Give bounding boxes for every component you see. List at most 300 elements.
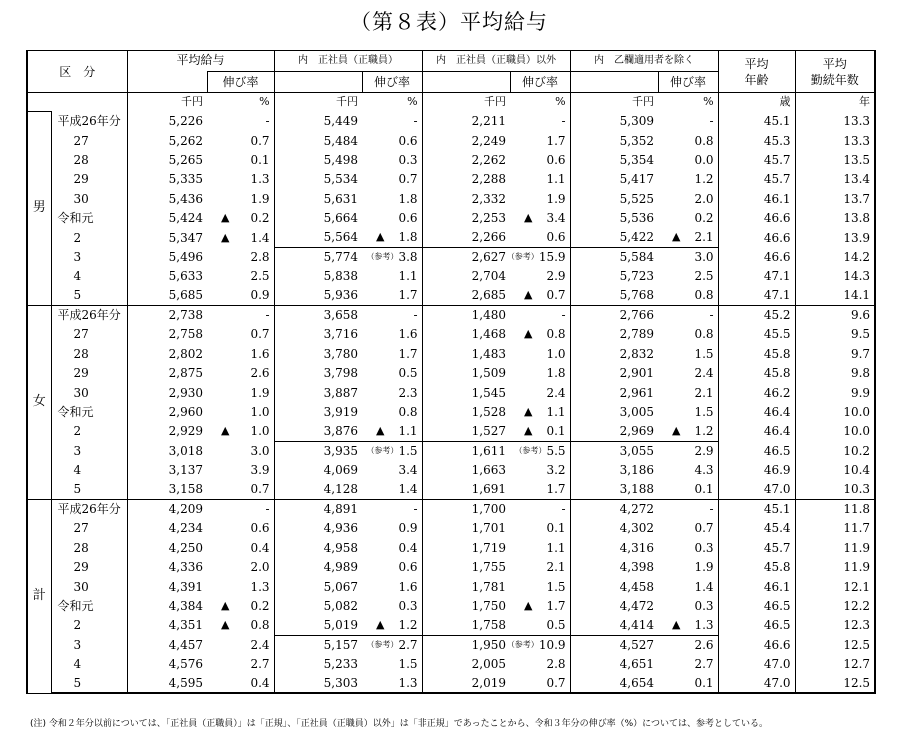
growth-value: 1.6 xyxy=(398,327,418,342)
table-row xyxy=(27,519,875,538)
growth-value: 2.7 xyxy=(398,637,418,652)
salary-table xyxy=(26,50,876,694)
growth-wrap xyxy=(362,345,422,363)
growth-b-cell xyxy=(362,635,422,654)
growth-wrap xyxy=(207,151,274,169)
growth-value: 5.5 xyxy=(546,444,566,459)
value-c-cell: 1,950 xyxy=(471,637,507,652)
growth-wrap xyxy=(510,190,570,208)
growth-value: 0.3 xyxy=(398,598,418,613)
table-row xyxy=(27,383,875,402)
negative-marker: ▲ xyxy=(524,424,533,438)
value-a-cell: 5,335 xyxy=(168,172,204,187)
growth-c-cell xyxy=(510,286,570,305)
avg-age-cell: 46.4 xyxy=(718,402,795,421)
growth-b-cell xyxy=(362,557,422,576)
table-row xyxy=(27,441,875,460)
growth-wrap xyxy=(658,578,718,596)
table-row xyxy=(27,208,875,227)
growth-wrap xyxy=(207,578,274,596)
growth-wrap xyxy=(658,442,718,460)
growth-wrap xyxy=(510,209,570,227)
value-a-cell: 3,158 xyxy=(168,482,204,497)
growth-value: 4.3 xyxy=(694,463,714,478)
avg-service-cell: 12.1 xyxy=(795,577,875,596)
growth-value: 0.6 xyxy=(398,133,418,148)
growth-d-cell xyxy=(658,674,718,693)
table-row xyxy=(27,674,875,693)
year-label: 2 xyxy=(51,616,127,635)
growth-wrap xyxy=(207,636,274,654)
table-row xyxy=(27,112,875,131)
avg-service-cell: 14.2 xyxy=(795,247,875,266)
value-b-cell: 5,564 xyxy=(274,228,362,247)
growth-value: 0.6 xyxy=(250,521,270,536)
growth-wrap xyxy=(658,422,718,440)
value-b-cell: 5,157 xyxy=(323,637,359,652)
growth-value: 1.6 xyxy=(398,579,418,594)
growth-a-cell xyxy=(207,112,274,131)
value-b-cell: 5,838 xyxy=(323,269,359,284)
table-row xyxy=(27,577,875,596)
page-title: （第８表）平均給与 xyxy=(350,10,548,34)
growth-wrap xyxy=(207,325,274,343)
value-a-cell: 2,929 xyxy=(168,424,204,439)
growth-value: - xyxy=(413,502,418,517)
value-d-cell: 4,414 xyxy=(570,616,658,635)
growth-value: 1.9 xyxy=(694,560,714,575)
growth-a-cell xyxy=(207,499,274,518)
value-c-cell: 2,627 xyxy=(471,250,507,265)
growth-wrap xyxy=(658,480,718,498)
growth-value: 1.5 xyxy=(398,444,418,459)
table-row xyxy=(27,131,875,150)
year-label: 2 xyxy=(51,422,127,441)
table-row xyxy=(27,364,875,383)
growth-value: 0.2 xyxy=(250,598,270,613)
value-d-cell: 3,055 xyxy=(619,444,655,459)
growth-value: 0.3 xyxy=(694,540,714,555)
growth-value: 0.8 xyxy=(546,327,566,342)
value-a-cell: 4,457 xyxy=(168,637,204,652)
avg-service-cell: 11.7 xyxy=(795,519,875,538)
growth-value: 3.4 xyxy=(546,211,566,226)
value-b-cell: 5,936 xyxy=(323,288,359,303)
avg-age-cell: 46.1 xyxy=(718,189,795,208)
growth-value: - xyxy=(265,114,270,129)
unit-cell: % xyxy=(207,93,274,112)
growth-value: 0.8 xyxy=(694,288,714,303)
growth-wrap xyxy=(510,364,570,382)
growth-value: 2.0 xyxy=(694,191,714,206)
value-b-cell: 3,935 xyxy=(323,444,359,459)
value-a-cell: 4,391 xyxy=(168,579,204,594)
growth-wrap xyxy=(207,461,274,479)
growth-value: - xyxy=(265,502,270,517)
value-d-cell: 4,472 xyxy=(619,598,655,613)
value-c-cell: 2,266 xyxy=(422,228,510,247)
growth-a-cell xyxy=(207,674,274,693)
avg-service-cell: 13.5 xyxy=(795,150,875,169)
avg-age-cell: 45.8 xyxy=(718,364,795,383)
growth-c-cell xyxy=(510,616,570,635)
group-label: 男 xyxy=(27,112,51,306)
growth-wrap xyxy=(207,539,274,557)
value-b-cell: 3,798 xyxy=(323,366,359,381)
growth-a-cell xyxy=(207,616,274,635)
growth-value: 0.0 xyxy=(694,152,714,167)
avg-service-cell: 12.2 xyxy=(795,596,875,615)
year-label: 平成26年分 xyxy=(51,499,127,518)
value-b-cell: 4,891 xyxy=(274,499,362,518)
reference-marker: （参考） xyxy=(506,252,539,262)
value-d-cell: 5,354 xyxy=(619,152,655,167)
growth-a-cell xyxy=(207,170,274,189)
growth-value: 1.3 xyxy=(250,172,270,187)
growth-c-cell xyxy=(510,557,570,576)
growth-wrap xyxy=(658,209,718,227)
growth-d-cell xyxy=(658,228,718,247)
growth-c-cell xyxy=(510,189,570,208)
value-c-cell: 2,262 xyxy=(471,152,507,167)
growth-wrap xyxy=(510,151,570,169)
unit-cell: 千円 xyxy=(127,93,207,112)
growth-wrap xyxy=(658,616,718,634)
growth-wrap xyxy=(510,112,570,130)
avg-age-cell: 46.5 xyxy=(718,616,795,635)
growth-b-cell xyxy=(362,577,422,596)
growth-c-cell xyxy=(510,170,570,189)
growth-c-cell xyxy=(510,422,570,441)
table-row xyxy=(27,189,875,208)
growth-d-cell xyxy=(658,170,718,189)
value-a-cell: 5,685 xyxy=(168,288,204,303)
year-label: 29 xyxy=(51,364,127,383)
growth-wrap xyxy=(510,345,570,363)
value-b-cell: 5,484 xyxy=(323,133,359,148)
value-c-cell: 2,253 xyxy=(471,211,507,226)
table-row xyxy=(27,538,875,557)
growth-value: 2.4 xyxy=(250,637,270,652)
avg-age-cell: 45.5 xyxy=(718,325,795,344)
growth-wrap xyxy=(658,655,718,673)
value-d-cell: 5,309 xyxy=(619,114,655,129)
value-b-cell: 3,658 xyxy=(274,305,362,324)
unit-cell: 千円 xyxy=(570,93,658,112)
growth-d-cell xyxy=(658,325,718,344)
table-row xyxy=(27,267,875,286)
value-d-cell: 2,832 xyxy=(619,346,655,361)
value-b-cell: 4,958 xyxy=(323,540,359,555)
avg-age-cell: 46.9 xyxy=(718,461,795,480)
table-row xyxy=(27,344,875,363)
avg-age-cell: 47.0 xyxy=(718,654,795,673)
growth-c-cell xyxy=(510,208,570,227)
table-row xyxy=(27,616,875,635)
growth-c-cell xyxy=(510,538,570,557)
growth-value: 2.1 xyxy=(694,230,714,245)
growth-value: 1.3 xyxy=(398,676,418,691)
growth-wrap xyxy=(207,286,274,304)
value-d-cell: 2,961 xyxy=(619,385,655,400)
value-d-cell: 2,969 xyxy=(570,422,658,441)
kubun-header: 区 分 xyxy=(59,64,96,79)
growth-wrap xyxy=(658,306,718,324)
growth-wrap xyxy=(658,325,718,343)
avg-age-cell: 47.1 xyxy=(718,267,795,286)
growth-wrap xyxy=(510,384,570,402)
value-d-cell: 5,417 xyxy=(619,172,655,187)
growth-c-cell xyxy=(506,247,570,266)
growth-wrap xyxy=(362,597,422,615)
unit-cell: % xyxy=(658,93,718,112)
growth-b-cell xyxy=(362,364,422,383)
growth-wrap xyxy=(510,170,570,188)
value-a-cell: 2,738 xyxy=(127,305,207,324)
year-label: 3 xyxy=(51,247,127,266)
growth-wrap xyxy=(207,655,274,673)
group-label: 計 xyxy=(27,499,51,693)
growth-c-cell xyxy=(510,364,570,383)
year-label: 令和元 xyxy=(51,402,127,421)
negative-marker: ▲ xyxy=(221,211,230,225)
growth-value: 0.8 xyxy=(250,618,270,633)
growth-b-cell xyxy=(362,383,422,402)
avg-age-cell: 45.7 xyxy=(718,150,795,169)
year-label: 3 xyxy=(51,441,127,460)
avg-service-cell: 12.7 xyxy=(795,654,875,673)
table-row xyxy=(27,422,875,441)
year-label: 平成26年分 xyxy=(51,112,127,131)
growth-wrap xyxy=(510,539,570,557)
value-d-cell: 5,723 xyxy=(619,269,655,284)
year-label: 29 xyxy=(51,557,127,576)
table-row xyxy=(27,596,875,615)
growth-value: 15.9 xyxy=(538,250,566,265)
growth-wrap xyxy=(207,267,274,285)
avg-service-cell: 9.7 xyxy=(795,344,875,363)
value-b-cell: 5,303 xyxy=(274,674,362,693)
growth-value: 0.6 xyxy=(398,211,418,226)
growth-value: 3.4 xyxy=(398,463,418,478)
growth-wrap xyxy=(362,170,422,188)
avg-service-header-1: 平均 xyxy=(822,56,847,71)
growth-wrap xyxy=(207,132,274,150)
reference-marker: （参考） xyxy=(366,446,399,456)
value-b-cell: 3,887 xyxy=(323,385,359,400)
avg-age-cell: 45.3 xyxy=(718,131,795,150)
avg-age-cell: 47.1 xyxy=(718,286,795,305)
negative-marker: ▲ xyxy=(221,230,230,244)
growth-wrap xyxy=(510,597,570,615)
growth-value: 0.1 xyxy=(250,152,270,167)
growth-wrap xyxy=(362,151,422,169)
growth-value: 2.8 xyxy=(250,249,270,264)
value-d-cell: 4,398 xyxy=(619,560,655,575)
year-label: 4 xyxy=(51,267,127,286)
value-d-cell: 5,768 xyxy=(619,288,655,303)
growth-value: 0.6 xyxy=(398,560,418,575)
growth-d-cell xyxy=(658,441,718,460)
regular-header: 内 正社員（正職員） xyxy=(298,55,399,66)
table-row xyxy=(27,305,875,324)
growth-wrap xyxy=(658,286,718,304)
growth-d-cell xyxy=(658,112,718,131)
avg-age-cell: 45.2 xyxy=(718,305,795,324)
value-c-cell: 2,704 xyxy=(471,269,507,284)
growth-value: 1.5 xyxy=(694,405,714,420)
growth-wrap xyxy=(510,558,570,576)
table-body xyxy=(27,93,875,694)
reference-marker: （参考） xyxy=(366,639,399,649)
growth-value: 3.2 xyxy=(546,463,566,478)
value-a-cell: 4,234 xyxy=(168,521,204,536)
negative-marker: ▲ xyxy=(221,598,230,612)
growth-value: 1.2 xyxy=(694,172,714,187)
growth-wrap xyxy=(207,422,274,440)
growth-wrap xyxy=(207,674,274,692)
value-b-cell: 5,534 xyxy=(323,172,359,187)
growth-wrap xyxy=(658,384,718,402)
growth-wrap xyxy=(207,616,274,634)
growth-value: 0.2 xyxy=(694,211,714,226)
avg-service-cell: 10.0 xyxy=(795,422,875,441)
value-a-cell: 5,633 xyxy=(168,269,204,284)
growth-value: 3.9 xyxy=(250,463,270,478)
growth-wrap xyxy=(207,403,274,421)
growth-wrap xyxy=(362,228,422,246)
growth-value: 2.4 xyxy=(546,385,566,400)
avg-age-cell: 46.4 xyxy=(718,422,795,441)
value-d-cell: 5,536 xyxy=(619,211,655,226)
growth-c-cell xyxy=(510,383,570,402)
growth-value: 1.9 xyxy=(250,385,270,400)
value-a-cell: 4,209 xyxy=(127,499,207,518)
avg-age-header-2: 年齢 xyxy=(744,72,769,87)
growth-value: 2.7 xyxy=(694,657,714,672)
year-label: 27 xyxy=(51,325,127,344)
avg-service-cell: 13.3 xyxy=(795,131,875,150)
growth-b-cell xyxy=(362,170,422,189)
growth-wrap xyxy=(362,286,422,304)
growth-wrap xyxy=(362,519,422,537)
growth-a-cell xyxy=(207,422,274,441)
growth-value: 1.5 xyxy=(398,657,418,672)
value-b-cell: 4,936 xyxy=(323,521,359,536)
growth-wrap xyxy=(510,132,570,150)
table-row xyxy=(27,325,875,344)
growth-value: 1.1 xyxy=(546,405,566,420)
growth-b-cell xyxy=(362,228,422,247)
value-c-cell: 1,719 xyxy=(471,540,507,555)
growth-value: 2.0 xyxy=(250,560,270,575)
growth-a-cell xyxy=(207,654,274,673)
growth-wrap xyxy=(207,345,274,363)
value-a-cell: 5,262 xyxy=(168,133,204,148)
growth-c-cell xyxy=(510,344,570,363)
avg-service-cell: 11.8 xyxy=(795,499,875,518)
growth-value: 0.4 xyxy=(250,676,270,691)
growth-wrap xyxy=(510,655,570,673)
growth-wrap xyxy=(510,500,570,518)
value-b-cell: 5,233 xyxy=(323,657,359,672)
growth-wrap xyxy=(207,229,274,247)
growth-value: 1.4 xyxy=(250,230,270,245)
growth-d-cell xyxy=(658,577,718,596)
growth-b-cell xyxy=(362,402,422,421)
value-a-cell: 4,250 xyxy=(168,540,204,555)
year-label: 5 xyxy=(51,286,127,305)
year-label: 令和元 xyxy=(51,208,127,227)
value-d-cell: 4,527 xyxy=(619,637,655,652)
growth-d-cell xyxy=(658,557,718,576)
growth-b-cell xyxy=(362,480,422,499)
growth-wrap xyxy=(506,636,570,654)
growth-wrap xyxy=(362,325,422,343)
value-c-cell: 1,781 xyxy=(471,579,507,594)
growth-wrap xyxy=(658,597,718,615)
growth-a-cell xyxy=(207,131,274,150)
avg-age-cell: 45.8 xyxy=(718,557,795,576)
growth-wrap xyxy=(362,364,422,382)
growth-b-cell xyxy=(362,519,422,538)
growth-a-cell xyxy=(207,150,274,169)
year-label: 30 xyxy=(51,189,127,208)
growth-wrap xyxy=(506,248,570,266)
value-a-cell: 4,576 xyxy=(168,657,204,672)
reference-marker: （参考） xyxy=(506,639,539,649)
growth-c-cell xyxy=(510,499,570,518)
avg-service-cell: 10.4 xyxy=(795,461,875,480)
growth-value: 0.7 xyxy=(250,133,270,148)
growth-wrap xyxy=(362,655,422,673)
growth-value: 1.0 xyxy=(250,405,270,420)
growth-value: 0.8 xyxy=(694,133,714,148)
growth-wrap xyxy=(362,422,422,440)
growth-wrap xyxy=(362,616,422,634)
growth-a-cell xyxy=(207,267,274,286)
value-d-cell: 3,188 xyxy=(619,482,655,497)
value-c-cell: 1,468 xyxy=(471,327,507,342)
growth-header-d: 伸び率 xyxy=(670,75,707,89)
growth-wrap xyxy=(510,325,570,343)
avg-service-cell: 11.9 xyxy=(795,557,875,576)
growth-wrap xyxy=(510,519,570,537)
year-label: 4 xyxy=(51,654,127,673)
growth-value: 1.9 xyxy=(250,191,270,206)
value-a-cell: 2,802 xyxy=(168,346,204,361)
avg-age-cell: 45.1 xyxy=(718,499,795,518)
year-label: 30 xyxy=(51,577,127,596)
growth-d-cell xyxy=(658,344,718,363)
table-row xyxy=(27,150,875,169)
avg-service-cell: 13.3 xyxy=(795,112,875,131)
unit-row xyxy=(27,93,875,112)
table-row xyxy=(27,654,875,673)
value-b-cell: 4,128 xyxy=(323,482,359,497)
growth-wrap xyxy=(207,519,274,537)
footnote: (注) 令和２年分以前については、「正社員（正職員）」は「正規」、「正社員（正職員）以外」は「非正規」であったことから、令和３年分の伸び率（%）については、参考としている。 xyxy=(30,719,768,729)
value-a-cell: 2,875 xyxy=(168,366,204,381)
growth-wrap xyxy=(658,500,718,518)
growth-d-cell xyxy=(658,150,718,169)
unit-cell: % xyxy=(510,93,570,112)
year-label: 28 xyxy=(51,150,127,169)
growth-b-cell xyxy=(362,499,422,518)
growth-wrap xyxy=(362,132,422,150)
avg-service-cell: 9.5 xyxy=(795,325,875,344)
growth-value: 1.7 xyxy=(398,346,418,361)
